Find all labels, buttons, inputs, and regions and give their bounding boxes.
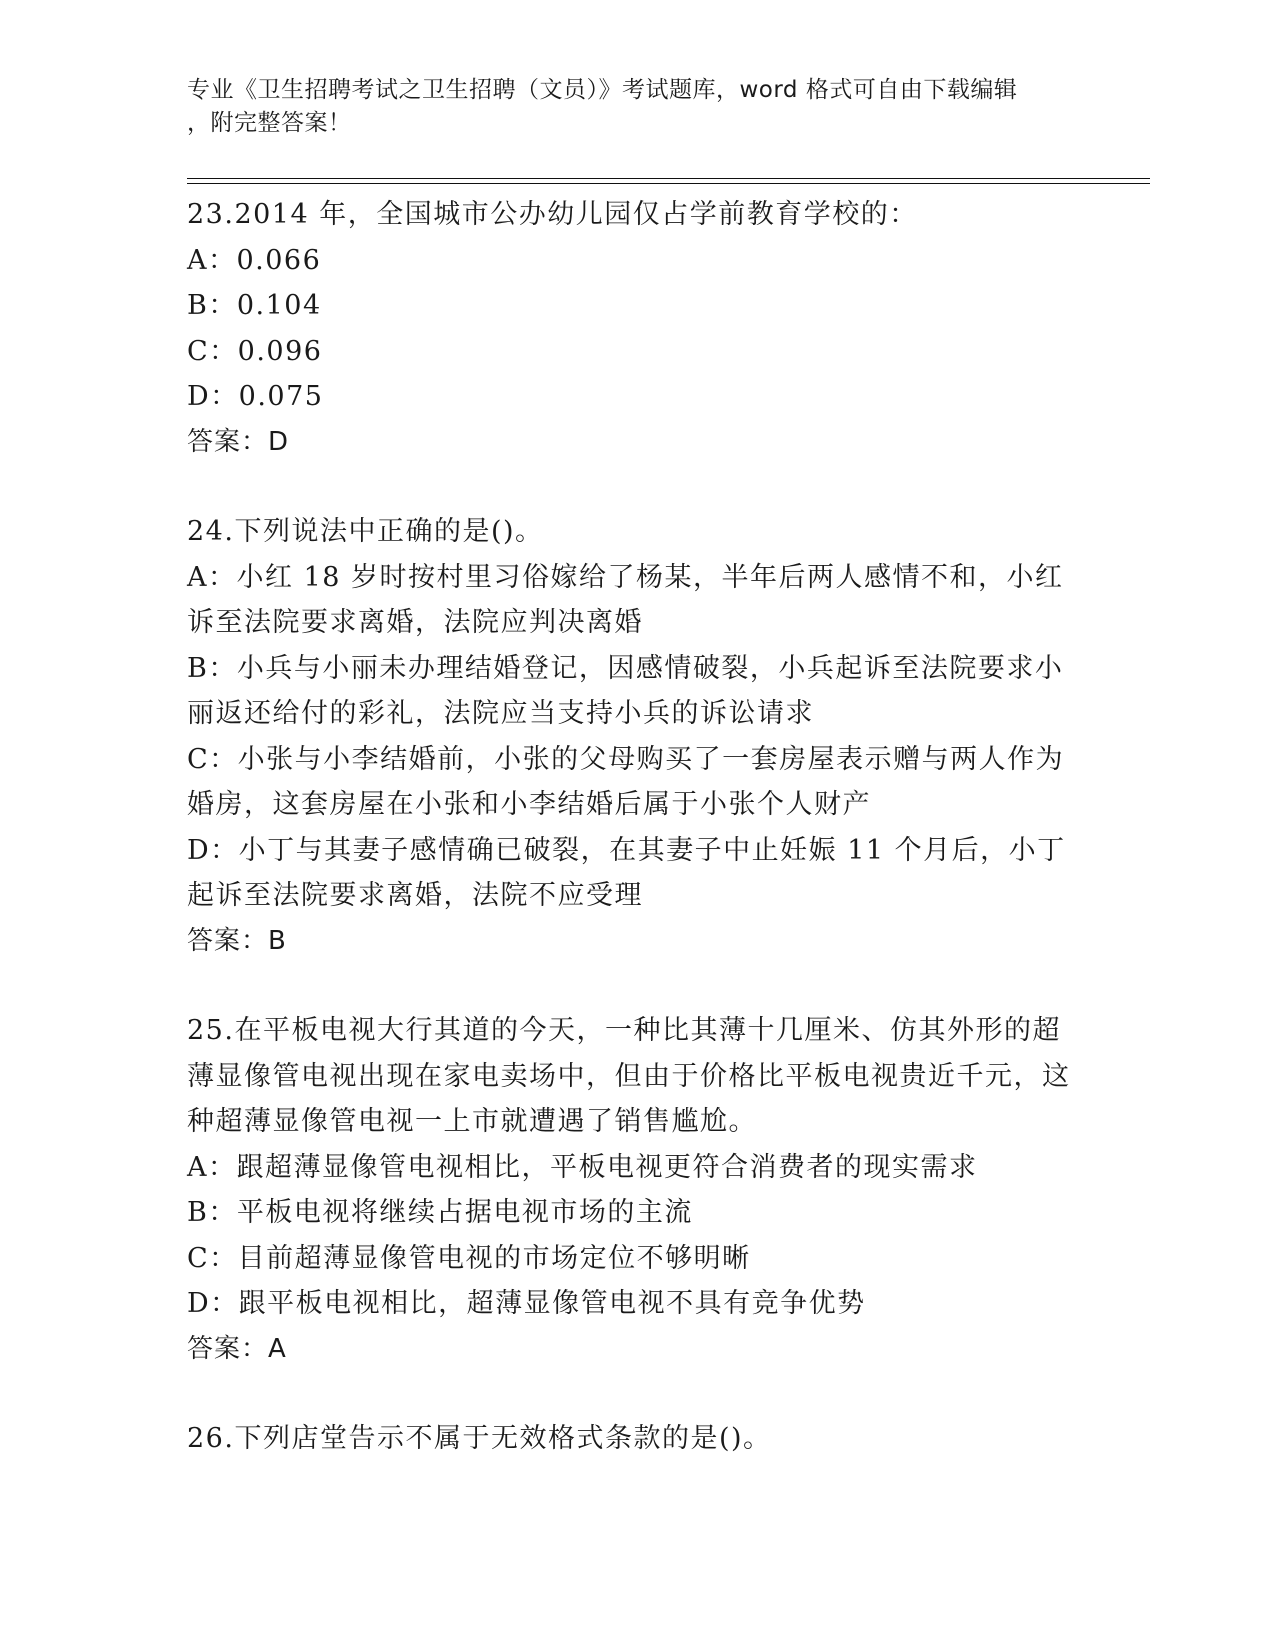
- option-b: B：小兵与小丽未办理结婚登记，因感情破裂，小兵起诉至法院要求小丽返还给付的彩礼，法院应当支持小兵的诉讼请求: [187, 652, 1064, 729]
- answer-label: 答案：A: [187, 1333, 287, 1364]
- question-stem: 25.在平板电视大行其道的今天，一种比其薄十几厘米、仿其外形的超薄显像管电视出现在家电卖场中，但由于价格比平板电视贵近千元，这种超薄显像管电视一上市就遭遇了销售尴尬。: [187, 1015, 1071, 1137]
- option-d: D：0.075: [187, 381, 324, 412]
- option-b: B：0.104: [187, 290, 322, 321]
- header-line-1: 专业《卫生招聘考试之卫生招聘（文员）》考试题库，word 格式可自由下载编辑: [187, 77, 1018, 103]
- option-c: C：0.096: [187, 335, 323, 367]
- question-25: [187, 1008, 1087, 1372]
- option-a: A：跟超薄显像管电视相比，平板电视更符合消费者的现实需求: [187, 1151, 978, 1183]
- option-d: D：小丁与其妻子感情确已破裂，在其妻子中止妊娠 11 个月后，小丁起诉至法院要求离婚，法院不应受理: [187, 834, 1066, 911]
- option-c: C：目前超薄显像管电视的市场定位不够明晰: [187, 1242, 751, 1274]
- header-divider-top: [187, 178, 1150, 179]
- header-line-2: ，附完整答案！: [187, 110, 352, 136]
- answer-label: 答案：D: [187, 426, 290, 457]
- answer-label: 答案：B: [187, 925, 287, 956]
- question-stem: 24.下列说法中正确的是()。: [187, 516, 544, 547]
- question-stem: 26.下列店堂告示不属于无效格式条款的是()。: [187, 1423, 772, 1454]
- question-24: [187, 509, 1087, 964]
- option-b: B：平板电视将继续占据电视市场的主流: [187, 1197, 693, 1228]
- document-header: [187, 74, 1087, 140]
- option-d: D：跟平板电视相比，超薄显像管电视不具有竞争优势: [187, 1288, 866, 1319]
- question-23: [187, 192, 1087, 465]
- option-a: A：0.066: [187, 244, 322, 276]
- option-a: A：小红 18 岁时按村里习俗嫁给了杨某，半年后两人感情不和，小红诉至法院要求离婚，法院应判决离婚: [187, 561, 1064, 638]
- question-list: [187, 192, 1087, 1506]
- question-26: [187, 1416, 1087, 1462]
- header-divider-bottom: [187, 183, 1150, 184]
- option-c: C：小张与小李结婚前，小张的父母购买了一套房屋表示赠与两人作为婚房，这套房屋在小张和小李结婚后属于小张个人财产: [187, 743, 1065, 820]
- question-stem: 23.2014 年，全国城市公办幼儿园仅占学前教育学校的：: [187, 199, 918, 230]
